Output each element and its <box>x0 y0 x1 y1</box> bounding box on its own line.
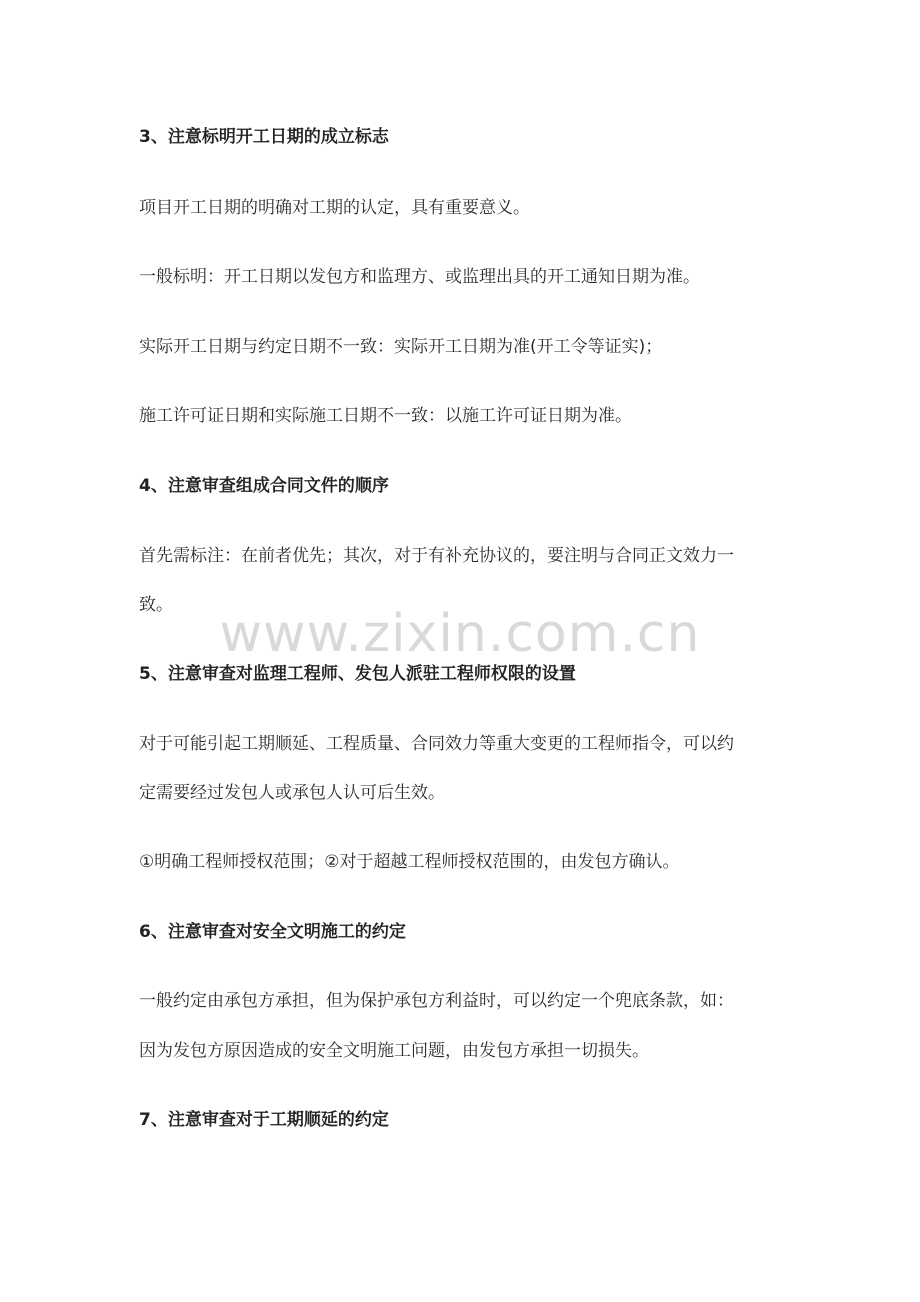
section-3-paragraph-3: 实际开工日期与约定日期不一致：实际开工日期为准(开工令等证实)； <box>139 337 663 357</box>
section-5-heading: 5、注意审查对监理工程师、发包人派驻工程师权限的设置 <box>139 664 576 684</box>
section-4-heading: 4、注意审查组成合同文件的顺序 <box>139 476 389 496</box>
section-5-paragraph-1-line-1: 对于可能引起工期顺延、工程质量、合同效力等重大变更的工程师指令，可以约 <box>139 734 734 754</box>
section-5-paragraph-1-line-2: 定需要经过发包人或承包人认可后生效。 <box>139 783 445 803</box>
section-3-heading: 3、注意标明开工日期的成立标志 <box>139 127 389 147</box>
section-5-paragraph-2: ①明确工程师授权范围；②对于超越工程师授权范围的，由发包方确认。 <box>139 852 680 872</box>
section-7-heading: 7、注意审查对于工期顺延的约定 <box>139 1110 389 1130</box>
section-6-paragraph-1-line-2: 因为发包方原因造成的安全文明施工问题，由发包方承担一切损失。 <box>139 1041 649 1061</box>
section-3-paragraph-2: 一般标明：开工日期以发包方和监理方、或监理出具的开工通知日期为准。 <box>139 267 700 287</box>
section-3-paragraph-1: 项目开工日期的明确对工期的认定，具有重要意义。 <box>139 198 530 218</box>
watermark: www.zixin.com.cn <box>219 604 701 664</box>
section-3-paragraph-4: 施工许可证日期和实际施工日期不一致：以施工许可证日期为准。 <box>139 406 632 426</box>
section-4-paragraph-1-line-1: 首先需标注：在前者优先；其次，对于有补充协议的，要注明与合同正文效力一 <box>139 546 734 566</box>
section-6-paragraph-1-line-1: 一般约定由承包方承担，但为保护承包方利益时，可以约定一个兜底条款，如： <box>139 991 734 1011</box>
section-6-heading: 6、注意审查对安全文明施工的约定 <box>139 922 406 942</box>
section-4-paragraph-1-line-2: 致。 <box>139 595 173 615</box>
